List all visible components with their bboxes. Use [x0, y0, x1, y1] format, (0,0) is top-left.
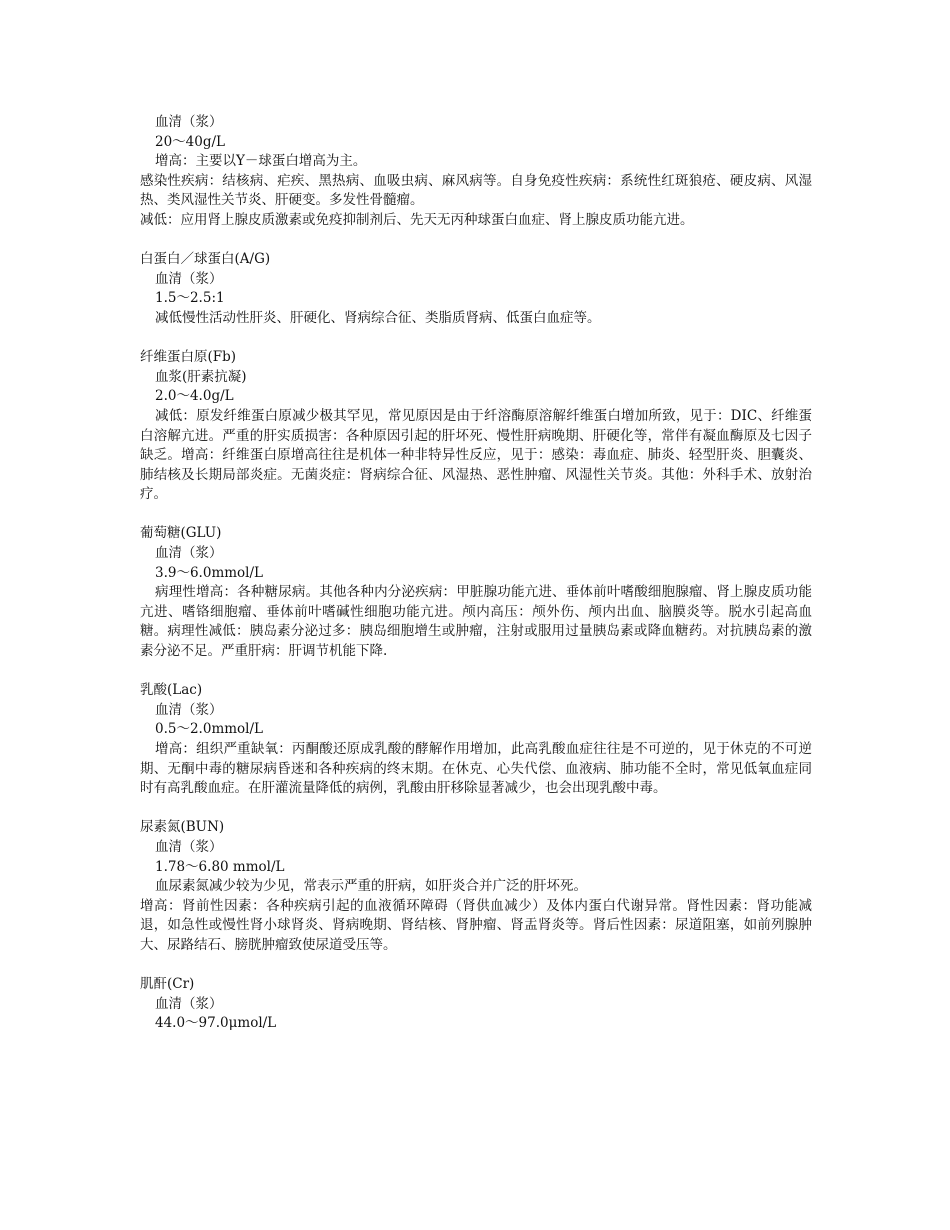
section-title: 尿素氮(BUN) [140, 819, 225, 836]
document-content [140, 113, 812, 1054]
reference-range: 0.5～2.0mmol/L [155, 721, 263, 738]
section-title: 葡萄糖(GLU) [140, 525, 222, 542]
specimen-text: 血清（浆） [155, 995, 223, 1012]
specimen-text: 血清（浆） [155, 114, 223, 130]
section-lactate [140, 681, 812, 799]
specimen-text: 血清（浆） [155, 701, 223, 718]
description: 增高：组织严重缺氧：丙酮酸还原成乳酸的酵解作用增加，此高乳酸血症往往是不可逆的，见于休克的不可逆期、无酮中毒的糖尿病昏迷和各种疾病的终末期。在休克、心失代偿、血液病、肺功能不全时，常见低氧血症同时有高乳酸血症。在肝灌流量降低的病例，乳酸由肝移除显著减少，也会出现乳酸中毒。 [140, 741, 812, 797]
specimen-text: 血清（浆） [155, 838, 223, 855]
section-ag-ratio [140, 250, 812, 328]
description-extra: 增高：肾前性因素：各种疾病引起的血液循环障碍（肾供血减少）及体内蛋白代谢异常。肾性因素：肾功能减退，如急性或慢性肾小球肾炎、肾病晚期、肾结核、肾肿瘤、肾盂肾炎等。肾后性因素：尿道阻塞，如前列腺肿大、尿路结石、膀胱肿瘤致使尿道受压等。 [140, 897, 812, 953]
reference-range: 2.0～4.0g/L [155, 388, 234, 405]
reference-range: 20～40g/L [155, 133, 226, 150]
description: 血尿素氮减少较为少见，常表示严重的肝病，如肝炎合并广泛的肝坏死。 [155, 878, 587, 895]
section-creatinine [140, 975, 812, 1034]
section-title: 白蛋白／球蛋白(A/G) [140, 251, 271, 268]
section-title: 肌酐(Cr) [140, 976, 195, 993]
increase-text: 增高：主要以Υ－球蛋白增高为主。 [155, 153, 367, 170]
paragraph: 减低：应用肾上腺皮质激素或免疫抑制剂后、先天无丙种球蛋白血症、肾上腺皮质功能亢进。 [140, 211, 694, 228]
description: 病理性增高：各种糖尿病。其他各种内分泌疾病：甲脏腺功能亢进、垂体前叶嗜酸细胞腺瘤、肾上腺皮质功能亢进、嗜铬细胞瘤、垂体前叶嗜碱性细胞功能亢进。颅内高压：颅外伤、颅内出血、脑膜炎等。脱水引起高血糖。病理性减低：胰岛素分泌过多：胰岛细胞增生或肿瘤，注射或服用过量胰岛素或降血糖药。对抗胰岛素的激素分泌不足。严重肝病：肝调节机能下降. [140, 584, 812, 660]
paragraph: 感染性疾病：结核病、疟疾、黑热病、血吸虫病、麻风病等。自身免疫性疾病：系统性红斑狼疮、硬皮病、风湿热、类风湿性关节炎、肝硬变。多发性骨髓瘤。 [140, 172, 812, 209]
section-bun [140, 818, 812, 955]
specimen-text: 血浆(肝素抗凝) [155, 368, 247, 385]
section-title: 乳酸(Lac) [140, 682, 203, 699]
reference-range: 3.9～6.0mmol/L [155, 564, 263, 581]
section-glucose [140, 524, 812, 661]
description: 减低：原发纤维蛋白原减少极其罕见，常见原因是由于纤溶酶原溶解纤维蛋白增加所致，见于：DIC、纤维蛋白溶解亢进。严重的肝实质损害：各种原因引起的肝坏死、慢性肝病晚期、肝硬化等，常伴有凝血酶原及七因子缺乏。增高：纤维蛋白原增高往往是机体一种非特异性反应，见于：感染：毒血症、肺炎、轻型肝炎、胆囊炎、肺结核及长期局部炎症。无菌炎症：肾病综合征、风湿热、恶性肿瘤、风湿性关节炎。其他：外科手术、放射治疗。 [140, 407, 812, 503]
reference-range: 44.0～97.0μmol/L [155, 1015, 277, 1032]
specimen-text: 血清（浆） [155, 270, 223, 287]
reference-range: 1.5～2.5:1 [155, 290, 225, 307]
description: 减低慢性活动性肝炎、肝硬化、肾病综合征、类脂质肾病、低蛋白血症等。 [155, 309, 601, 326]
intro-section [140, 113, 812, 231]
reference-range: 1.78～6.80 mmol/L [155, 858, 285, 875]
specimen-text: 血清（浆） [155, 545, 223, 562]
section-title: 纤维蛋白原(Fb) [140, 349, 237, 366]
section-fibrinogen [140, 348, 812, 505]
